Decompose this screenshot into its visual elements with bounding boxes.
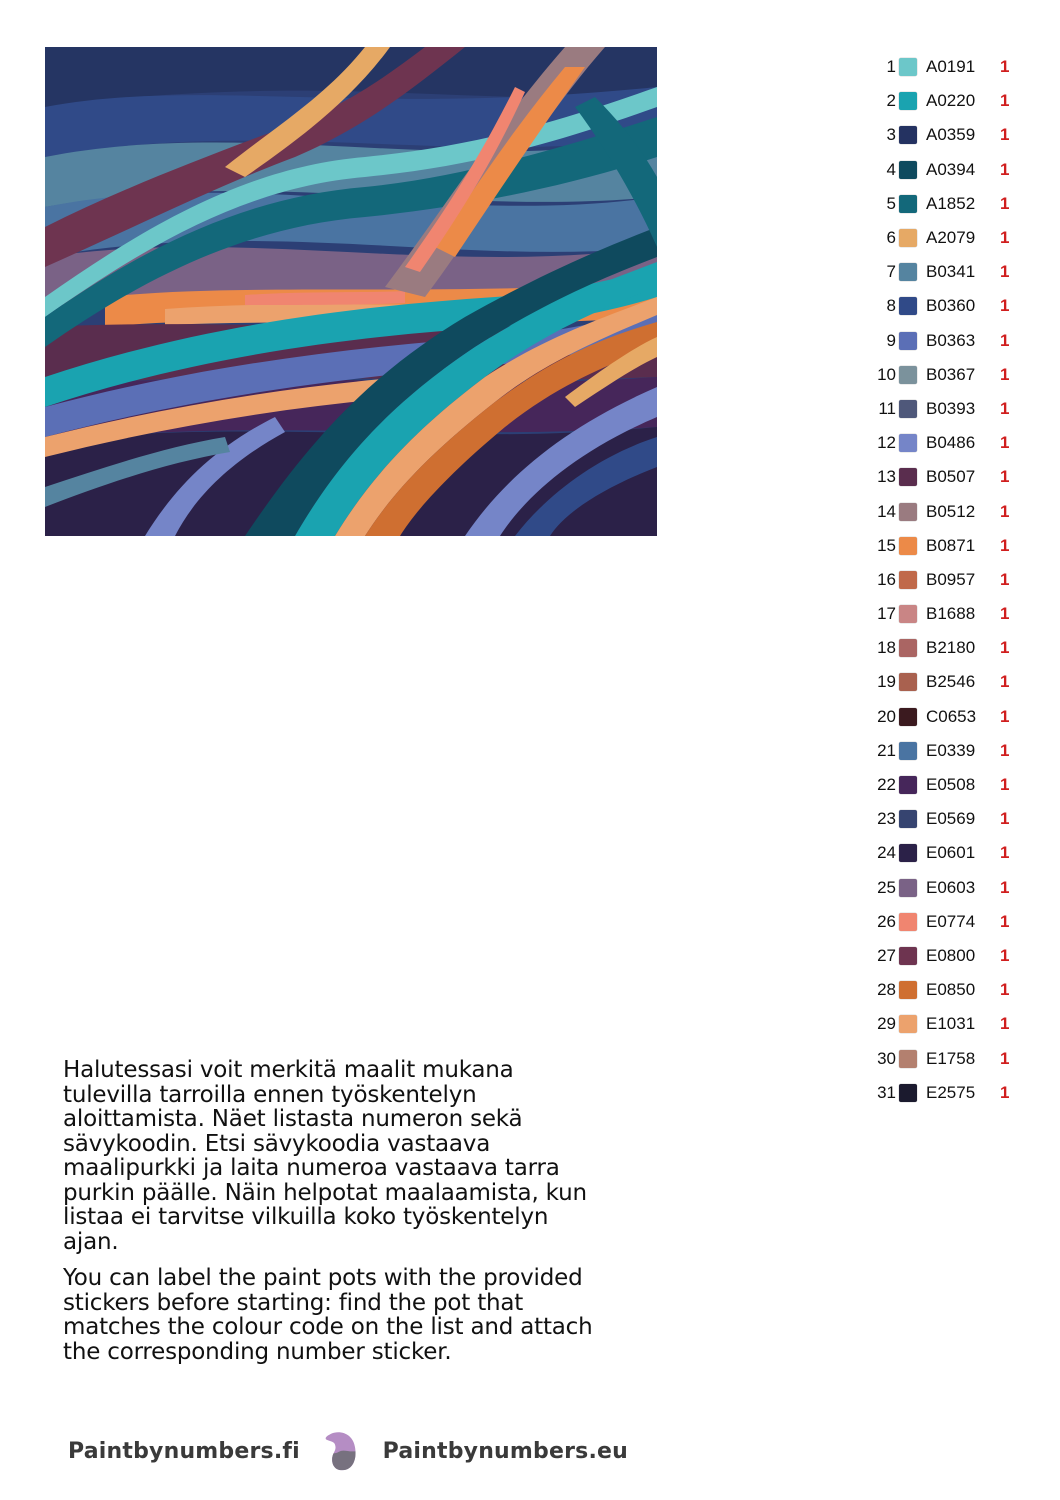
color-swatch (899, 673, 917, 691)
legend-quantity: 1 (1000, 775, 1010, 795)
legend-color-code: B1688 (926, 604, 976, 624)
color-swatch (899, 400, 917, 418)
legend-color-code: E0601 (926, 843, 976, 863)
legend-item (862, 871, 1032, 905)
legend-color-code: A0394 (926, 159, 976, 179)
legend-number: 31 (877, 1082, 896, 1102)
legend-item (862, 460, 1032, 494)
legend-quantity: 1 (1000, 193, 1010, 213)
legend-number: 9 (886, 330, 896, 350)
color-legend (862, 50, 1032, 1110)
legend-quantity: 1 (1000, 945, 1010, 965)
color-swatch (899, 639, 917, 657)
painting-preview (45, 47, 657, 536)
legend-number: 11 (878, 398, 896, 418)
legend-quantity: 1 (1000, 1014, 1010, 1034)
legend-color-code: C0653 (926, 706, 977, 726)
legend-item (862, 631, 1032, 665)
legend-color-code: A0220 (926, 91, 976, 111)
color-swatch (899, 332, 917, 350)
color-swatch (899, 468, 917, 486)
legend-color-code: A2079 (926, 228, 976, 248)
color-swatch (899, 1015, 917, 1033)
color-swatch (899, 776, 917, 794)
color-swatch (899, 571, 917, 589)
legend-item (862, 768, 1032, 802)
color-swatch (899, 366, 917, 384)
legend-number: 27 (877, 945, 896, 965)
color-swatch (899, 947, 917, 965)
legend-quantity: 1 (1000, 1082, 1010, 1102)
legend-color-code: A0191 (926, 57, 976, 77)
legend-number: 26 (877, 911, 896, 931)
legend-color-code: E0603 (926, 877, 976, 897)
legend-quantity: 1 (1000, 877, 1010, 897)
legend-item (862, 905, 1032, 939)
legend-item (862, 939, 1032, 973)
color-swatch (899, 742, 917, 760)
legend-color-code: B0360 (926, 296, 976, 316)
color-swatch (899, 1050, 917, 1068)
instructions-english: You can label the paint pots with the provided stickers before starting: find the pot that matches the colour code on the list and attach the corresponding number sticker. (63, 1265, 593, 1365)
color-swatch (899, 297, 917, 315)
legend-color-code: E2575 (926, 1082, 976, 1102)
legend-quantity: 1 (1000, 330, 1010, 350)
legend-item (862, 50, 1032, 84)
legend-color-code: E0339 (926, 740, 976, 760)
legend-color-code: E0569 (926, 809, 976, 829)
legend-item (862, 358, 1032, 392)
legend-quantity: 1 (1000, 843, 1010, 863)
legend-color-code: B0507 (926, 467, 976, 487)
legend-quantity: 1 (1000, 125, 1010, 145)
instructions-finnish: Halutessasi voit merkitä maalit mukana tulevilla tarroilla ennen työskentelyn aloittamista. Näet listasta numeron sekä sävykoodin. Etsi sävykoodia vastaava maalipurkki ja laita numeroa vastaava tarra purkin päälle. Näin helpotat maalaamista, kun listaa ei tarvitse vilkuilla koko työskentelyn ajan. (63, 1057, 587, 1255)
legend-number: 18 (877, 638, 896, 658)
legend-number: 24 (877, 843, 896, 863)
legend-color-code: B2546 (926, 672, 976, 692)
legend-quantity: 1 (1000, 57, 1010, 77)
legend-color-code: B0341 (926, 262, 976, 282)
legend-item (862, 529, 1032, 563)
legend-color-code: B0363 (926, 330, 976, 350)
legend-quantity: 1 (1000, 433, 1010, 453)
legend-item (862, 1041, 1032, 1075)
legend-quantity: 1 (1000, 638, 1010, 658)
legend-number: 12 (877, 433, 896, 453)
brand-fi-link[interactable]: Paintbynumbers.fi (68, 1438, 300, 1464)
abstract-waves-artwork (45, 47, 657, 536)
legend-quantity: 1 (1000, 911, 1010, 931)
color-swatch (899, 605, 917, 623)
legend-color-code: E1031 (926, 1014, 976, 1034)
legend-number: 22 (877, 775, 896, 795)
legend-item (862, 563, 1032, 597)
legend-quantity: 1 (1000, 296, 1010, 316)
legend-quantity: 1 (1000, 706, 1010, 726)
legend-item (862, 153, 1032, 187)
legend-number: 6 (886, 228, 896, 248)
color-swatch (899, 537, 917, 555)
legend-color-code: E0508 (926, 775, 976, 795)
legend-color-code: E0774 (926, 911, 976, 931)
legend-item (862, 734, 1032, 768)
color-swatch (899, 913, 917, 931)
legend-item (862, 597, 1032, 631)
legend-number: 17 (877, 604, 896, 624)
legend-number: 20 (877, 706, 896, 726)
legend-number: 5 (886, 193, 896, 213)
legend-item (862, 700, 1032, 734)
legend-quantity: 1 (1000, 980, 1010, 1000)
legend-number: 14 (877, 501, 896, 521)
legend-item (862, 973, 1032, 1007)
legend-number: 8 (886, 296, 896, 316)
legend-color-code: E0800 (926, 945, 976, 965)
legend-quantity: 1 (1000, 672, 1010, 692)
legend-item (862, 324, 1032, 358)
color-swatch (899, 434, 917, 452)
color-swatch (899, 263, 917, 281)
legend-quantity: 1 (1000, 91, 1010, 111)
legend-number: 29 (877, 1014, 896, 1034)
instructions-text (63, 1058, 593, 1376)
color-swatch (899, 503, 917, 521)
color-swatch (899, 92, 917, 110)
legend-number: 3 (886, 125, 896, 145)
legend-item (862, 392, 1032, 426)
legend-number: 23 (877, 809, 896, 829)
legend-color-code: B0486 (926, 433, 976, 453)
legend-quantity: 1 (1000, 604, 1010, 624)
legend-item (862, 836, 1032, 870)
legend-color-code: B2180 (926, 638, 976, 658)
legend-number: 1 (886, 57, 896, 77)
legend-color-code: E1758 (926, 1048, 976, 1068)
legend-number: 13 (877, 467, 896, 487)
legend-item (862, 426, 1032, 460)
legend-number: 25 (877, 877, 896, 897)
paint-drop-logo-icon (324, 1428, 361, 1474)
legend-item (862, 802, 1032, 836)
legend-item (862, 118, 1032, 152)
legend-item (862, 289, 1032, 323)
legend-quantity: 1 (1000, 159, 1010, 179)
legend-item (862, 494, 1032, 528)
legend-item (862, 187, 1032, 221)
legend-number: 16 (877, 569, 896, 589)
legend-quantity: 1 (1000, 535, 1010, 555)
legend-item (862, 1007, 1032, 1041)
legend-quantity: 1 (1000, 501, 1010, 521)
legend-color-code: B0512 (926, 501, 976, 521)
legend-quantity: 1 (1000, 809, 1010, 829)
color-swatch (899, 810, 917, 828)
legend-number: 4 (886, 159, 896, 179)
color-swatch (899, 58, 917, 76)
legend-item (862, 84, 1032, 118)
legend-color-code: B0957 (926, 569, 976, 589)
legend-number: 2 (886, 91, 896, 111)
legend-quantity: 1 (1000, 364, 1010, 384)
color-swatch (899, 195, 917, 213)
legend-color-code: A0359 (926, 125, 976, 145)
legend-quantity: 1 (1000, 1048, 1010, 1068)
legend-number: 10 (877, 364, 896, 384)
legend-quantity: 1 (1000, 262, 1010, 282)
legend-quantity: 1 (1000, 398, 1010, 418)
brand-eu-link[interactable]: Paintbynumbers.eu (382, 1438, 628, 1464)
legend-color-code: B0871 (926, 535, 976, 555)
legend-number: 30 (877, 1048, 896, 1068)
color-swatch (899, 844, 917, 862)
legend-color-code: E0850 (926, 980, 976, 1000)
color-swatch (899, 161, 917, 179)
legend-item (862, 1076, 1032, 1110)
legend-number: 21 (877, 740, 896, 760)
color-swatch (899, 229, 917, 247)
color-swatch (899, 1084, 917, 1102)
color-swatch (899, 879, 917, 897)
color-swatch (899, 708, 917, 726)
color-swatch (899, 981, 917, 999)
legend-color-code: B0393 (926, 398, 976, 418)
legend-item (862, 255, 1032, 289)
legend-number: 7 (886, 262, 896, 282)
legend-quantity: 1 (1000, 569, 1010, 589)
legend-color-code: A1852 (926, 193, 976, 213)
legend-number: 19 (877, 672, 896, 692)
legend-quantity: 1 (1000, 228, 1010, 248)
legend-quantity: 1 (1000, 740, 1010, 760)
legend-number: 15 (877, 535, 896, 555)
legend-item (862, 221, 1032, 255)
legend-item (862, 665, 1032, 699)
color-swatch (899, 126, 917, 144)
legend-number: 28 (877, 980, 896, 1000)
legend-quantity: 1 (1000, 467, 1010, 487)
legend-color-code: B0367 (926, 364, 976, 384)
footer-branding (68, 1428, 628, 1474)
